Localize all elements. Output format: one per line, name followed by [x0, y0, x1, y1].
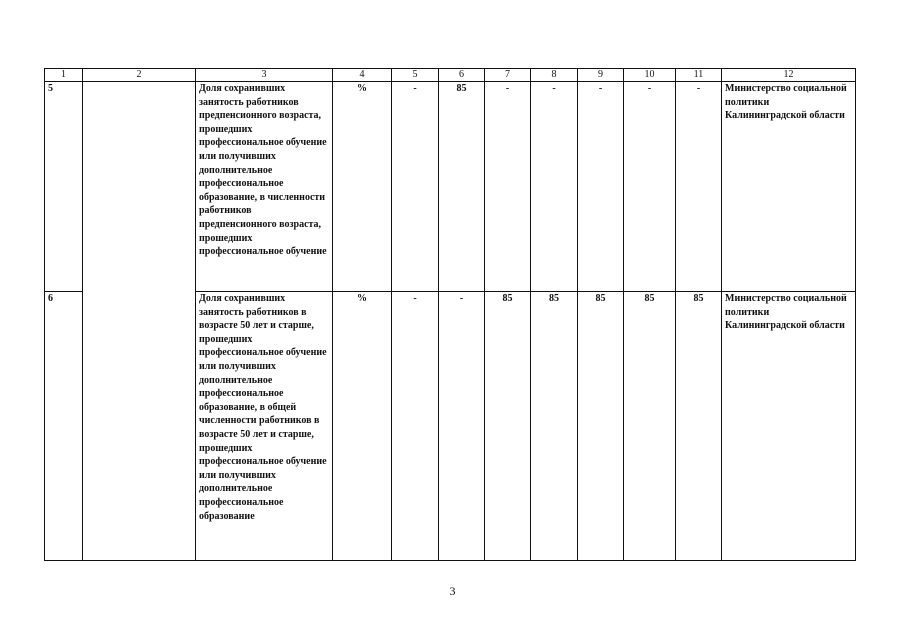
value-cell: 85	[676, 292, 722, 561]
column-header: 4	[333, 69, 392, 82]
value-cell: 85	[439, 82, 485, 292]
value-cell: 85	[485, 292, 531, 561]
column-header: 3	[196, 69, 333, 82]
page-number: 3	[449, 584, 456, 598]
value-cell: 85	[624, 292, 676, 561]
column-header: 10	[624, 69, 676, 82]
column-header: 6	[439, 69, 485, 82]
value-cell: -	[439, 292, 485, 561]
row-number: 6	[45, 292, 83, 561]
indicator-name: Доля сохранивших занятость работников предпенсионного возраста, прошедших профессиональное обучение или получивших дополнительное профессиональное образование, в численности работников предпенсионного возраста, прошедших профессиональное обучение	[196, 82, 333, 292]
value-cell: 85	[531, 292, 578, 561]
row-number: 5	[45, 82, 83, 292]
indicators-table	[44, 68, 856, 561]
column-header: 11	[676, 69, 722, 82]
value-cell: -	[531, 82, 578, 292]
column-header: 1	[45, 69, 83, 82]
column-header: 9	[578, 69, 624, 82]
unit-cell: %	[333, 82, 392, 292]
value-cell: -	[485, 82, 531, 292]
value-cell: 85	[578, 292, 624, 561]
merged-empty-cell	[83, 82, 196, 561]
value-cell: -	[578, 82, 624, 292]
column-header: 2	[83, 69, 196, 82]
column-header: 12	[722, 69, 856, 82]
table-header-row	[45, 69, 856, 82]
unit-cell: %	[333, 292, 392, 561]
value-cell: -	[392, 292, 439, 561]
responsible-organization: Министерство социальной политики Калининградской области	[722, 292, 856, 561]
column-header: 5	[392, 69, 439, 82]
column-header: 8	[531, 69, 578, 82]
value-cell: -	[392, 82, 439, 292]
indicator-name: Доля сохранивших занятость работников в возрасте 50 лет и старше, прошедших профессиональное обучение или получивших дополнительное профессиональное образование, в общей численности работников в возрасте 50 лет и старше, прошедших профессиональное обучение или получивших дополнительное профессиональное образование	[196, 292, 333, 561]
value-cell: -	[624, 82, 676, 292]
table-row	[45, 82, 856, 292]
responsible-organization: Министерство социальной политики Калининградской области	[722, 82, 856, 292]
column-header: 7	[485, 69, 531, 82]
value-cell: -	[676, 82, 722, 292]
